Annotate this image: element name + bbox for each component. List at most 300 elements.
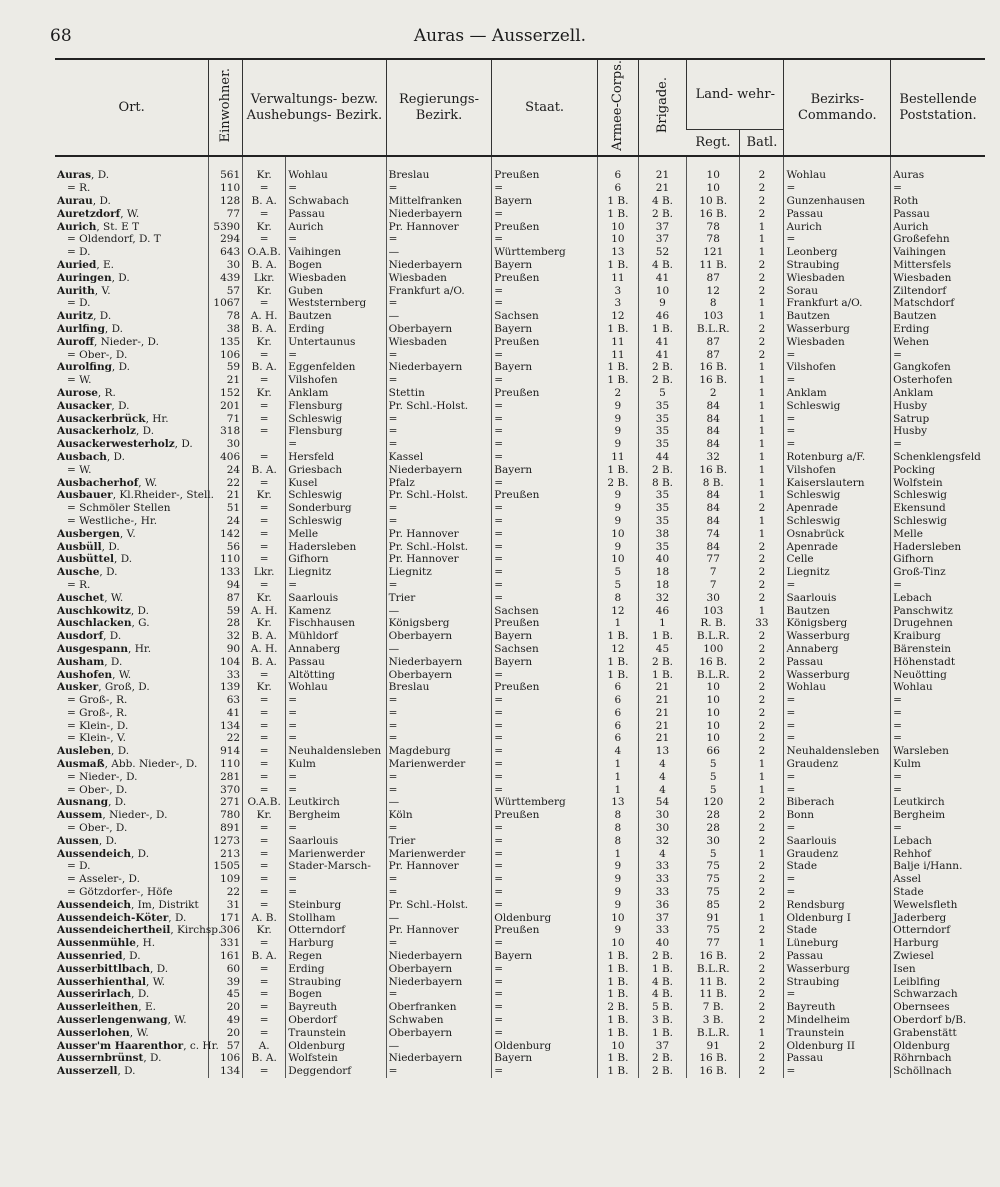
bezirks-cell: Vilshofen (784, 464, 891, 477)
kind-cell: = (243, 937, 286, 950)
bezirks-cell: = (784, 784, 891, 797)
staat-cell: Bayern (492, 361, 598, 374)
table-row (55, 745, 985, 758)
batl-cell: 2 (740, 745, 784, 758)
bezirks-cell: Rotenburg a/F. (784, 451, 891, 464)
brigade-cell: 38 (638, 528, 686, 541)
staat-cell: Preußen (492, 221, 598, 234)
bezirks-cell: Aurich (784, 221, 891, 234)
brigade-cell: 5 (638, 387, 686, 400)
bezirks-cell: Stade (784, 924, 891, 937)
verwaltung-cell: Leutkirch (286, 796, 386, 809)
staat-cell: = (492, 349, 598, 362)
post-cell: Husby (891, 425, 985, 438)
brigade-cell: 35 (638, 489, 686, 502)
brigade-cell: 3 B. (638, 1014, 686, 1027)
einwohner-cell: 152 (209, 387, 243, 400)
armee-cell: 9 (597, 413, 638, 426)
post-cell: = (891, 182, 985, 195)
einwohner-cell: 914 (209, 745, 243, 758)
batl-cell: 2 (740, 873, 784, 886)
regt-cell: 75 (687, 924, 740, 937)
bezirks-cell: Mindelheim (784, 1014, 891, 1027)
brigade-cell: 2 B. (638, 1065, 686, 1078)
bezirks-cell: Stade (784, 860, 891, 873)
place-name: = R. (67, 578, 91, 591)
staat-cell: = (492, 553, 598, 566)
armee-cell: 2 (597, 387, 638, 400)
regt-cell: 16 B. (687, 950, 740, 963)
regierung-cell: Niederbayern (386, 950, 492, 963)
table-row (55, 848, 985, 861)
brigade-cell: 4 B. (638, 988, 686, 1001)
regierung-cell: Frankfurt a/O. (386, 285, 492, 298)
einwohner-cell: 110 (209, 553, 243, 566)
regt-cell: 84 (687, 425, 740, 438)
batl-cell: 2 (740, 285, 784, 298)
regierung-cell: Trier (386, 835, 492, 848)
einwohner-cell: 142 (209, 528, 243, 541)
brigade-cell: 2 B. (638, 656, 686, 669)
place-name: Ausche, D. (57, 566, 118, 579)
table-row (55, 963, 985, 976)
regt-cell: 7 B. (687, 1001, 740, 1014)
regt-cell: 91 (687, 912, 740, 925)
table-row (55, 630, 985, 643)
regt-cell: 7 (687, 566, 740, 579)
batl-cell: 2 (740, 694, 784, 707)
batl-cell: 2 (740, 630, 784, 643)
einwohner-cell: 134 (209, 720, 243, 733)
einwohner-cell: 24 (209, 464, 243, 477)
verwaltung-cell: Liegnitz (286, 566, 386, 579)
batl-cell: 2 (740, 1040, 784, 1053)
table-row (55, 566, 985, 579)
post-cell: Wehen (891, 336, 985, 349)
table-row (55, 195, 985, 208)
post-cell: Wohlau (891, 681, 985, 694)
regierung-cell: Oberbayern (386, 1027, 492, 1040)
regt-cell: 75 (687, 873, 740, 886)
armee-cell: 9 (597, 886, 638, 899)
armee-cell: 11 (597, 272, 638, 285)
table-row (55, 1027, 985, 1040)
post-cell: = (891, 349, 985, 362)
kind-cell: = (243, 732, 286, 745)
kind-cell: = (243, 758, 286, 771)
verwaltung-cell: Schwabach (286, 195, 386, 208)
armee-cell: 1 B. (597, 361, 638, 374)
bezirks-cell: Bonn (784, 809, 891, 822)
staat-cell: Sachsen (492, 605, 598, 618)
kind-cell: = (243, 1001, 286, 1014)
regt-cell: 66 (687, 745, 740, 758)
post-cell: Höhenstadt (891, 656, 985, 669)
bezirks-cell: = (784, 822, 891, 835)
post-cell: Schwarzach (891, 988, 985, 1001)
bezirks-cell: Apenrade (784, 502, 891, 515)
kind-cell: Kr. (243, 336, 286, 349)
regt-cell: 28 (687, 822, 740, 835)
place-name: Auritz, D. (57, 310, 112, 323)
verwaltung-cell: Erding (286, 963, 386, 976)
post-cell: Schenklengsfeld (891, 451, 985, 464)
brigade-cell: 35 (638, 515, 686, 528)
regierung-cell: Pr. Schl.-Holst. (386, 489, 492, 502)
post-cell: Zwiesel (891, 950, 985, 963)
regt-cell: 5 (687, 758, 740, 771)
verwaltung-cell: Saarlouis (286, 835, 386, 848)
staat-cell: = (492, 771, 598, 784)
einwohner-cell: 128 (209, 195, 243, 208)
einwohner-cell: 780 (209, 809, 243, 822)
batl-cell: 2 (740, 272, 784, 285)
place-name: Aurlfing, D. (57, 322, 123, 335)
einwohner-cell: 21 (209, 374, 243, 387)
regierung-cell: Breslau (386, 681, 492, 694)
einwohner-cell: 104 (209, 656, 243, 669)
bezirks-cell: Saarlouis (784, 835, 891, 848)
header-armee: Armee-Corps. (597, 59, 638, 156)
regierung-cell: = (386, 720, 492, 733)
kind-cell: Kr. (243, 924, 286, 937)
table-row (55, 413, 985, 426)
brigade-cell: 4 (638, 758, 686, 771)
armee-cell: 1 B. (597, 669, 638, 682)
batl-cell: 1 (740, 413, 784, 426)
kind-cell: = (243, 784, 286, 797)
table-row (55, 886, 985, 899)
post-cell: Neuötting (891, 669, 985, 682)
place-name: = Klein-, V. (67, 732, 126, 745)
table-row (55, 502, 985, 515)
armee-cell: 10 (597, 553, 638, 566)
regierung-cell: = (386, 822, 492, 835)
table-row (55, 297, 985, 310)
armee-cell: 1 B. (597, 1027, 638, 1040)
place-name: = R. (67, 182, 91, 195)
bezirks-cell: Wasserburg (784, 323, 891, 336)
regierung-cell: — (386, 643, 492, 656)
einwohner-cell: 1273 (209, 835, 243, 848)
verwaltung-cell: Aurich (286, 221, 386, 234)
staat-cell: Bayern (492, 323, 598, 336)
einwohner-cell: 33 (209, 669, 243, 682)
kind-cell: B. A. (243, 1052, 286, 1065)
brigade-cell: 9 (638, 297, 686, 310)
armee-cell: 1 B. (597, 195, 638, 208)
batl-cell: 2 (740, 1014, 784, 1027)
post-cell: = (891, 784, 985, 797)
post-cell: Ziltendorf (891, 285, 985, 298)
brigade-cell: 5 B. (638, 1001, 686, 1014)
regierung-cell: = (386, 771, 492, 784)
batl-cell: 2 (740, 208, 784, 221)
regierung-cell: Breslau (386, 156, 492, 182)
kind-cell: Kr. (243, 617, 286, 630)
verwaltung-cell: Eggenfelden (286, 361, 386, 374)
bezirks-cell: Wiesbaden (784, 336, 891, 349)
table-body (55, 156, 985, 1078)
page-number: 68 (50, 26, 72, 46)
bezirks-cell: Frankfurt a/O. (784, 297, 891, 310)
running-head: Auras — Ausserzell. (413, 26, 587, 46)
kind-cell: = (243, 771, 286, 784)
armee-cell: 9 (597, 515, 638, 528)
armee-cell: 1 B. (597, 950, 638, 963)
post-cell: Schleswig (891, 489, 985, 502)
place-name: Aurich, St. E T (57, 220, 140, 233)
regierung-cell: = (386, 694, 492, 707)
staat-cell: Preußen (492, 489, 598, 502)
brigade-cell: 35 (638, 502, 686, 515)
post-cell: Schleswig (891, 515, 985, 528)
brigade-cell: 30 (638, 822, 686, 835)
brigade-cell: 1 B. (638, 669, 686, 682)
staat-cell: = (492, 784, 598, 797)
staat-cell: = (492, 285, 598, 298)
regt-cell: 77 (687, 937, 740, 950)
verwaltung-cell: Regen (286, 950, 386, 963)
verwaltung-cell: Wolfstein (286, 1052, 386, 1065)
kind-cell: B. A. (243, 323, 286, 336)
bezirks-cell: Bautzen (784, 310, 891, 323)
regt-cell: 10 (687, 681, 740, 694)
einwohner-cell: 1067 (209, 297, 243, 310)
regierung-cell: Niederbayern (386, 208, 492, 221)
bezirks-cell: Oldenburg I (784, 912, 891, 925)
regierung-cell: Marienwerder (386, 758, 492, 771)
batl-cell: 2 (740, 195, 784, 208)
table-row (55, 707, 985, 720)
staat-cell: = (492, 937, 598, 950)
place-name: Ausackerbrück, Hr. (57, 412, 169, 425)
kind-cell: = (243, 515, 286, 528)
verwaltung-cell: Griesbach (286, 464, 386, 477)
table-row (55, 835, 985, 848)
post-cell: Melle (891, 528, 985, 541)
einwohner-cell: 90 (209, 643, 243, 656)
staat-cell: = (492, 1001, 598, 1014)
kind-cell: = (243, 297, 286, 310)
kind-cell: = (243, 451, 286, 464)
staat-cell: = (492, 502, 598, 515)
post-cell: Aurich (891, 221, 985, 234)
post-cell: Roth (891, 195, 985, 208)
einwohner-cell: 213 (209, 848, 243, 861)
staat-cell: = (492, 758, 598, 771)
batl-cell: 2 (740, 669, 784, 682)
verwaltung-cell: Wohlau (286, 156, 386, 182)
einwohner-cell: 22 (209, 732, 243, 745)
brigade-cell: 21 (638, 732, 686, 745)
staat-cell: = (492, 528, 598, 541)
post-cell: Obernsees (891, 1001, 985, 1014)
einwohner-cell: 59 (209, 605, 243, 618)
staat-cell: Oldenburg (492, 912, 598, 925)
einwohner-cell: 32 (209, 630, 243, 643)
batl-cell: 2 (740, 323, 784, 336)
table-row (55, 464, 985, 477)
regierung-cell: Pr. Hannover (386, 528, 492, 541)
regierung-cell: = (386, 579, 492, 592)
kind-cell: = (243, 182, 286, 195)
regt-cell: 10 (687, 694, 740, 707)
verwaltung-cell: Vilshofen (286, 374, 386, 387)
batl-cell: 2 (740, 707, 784, 720)
armee-cell: 6 (597, 720, 638, 733)
staat-cell: = (492, 732, 598, 745)
bezirks-cell: Passau (784, 950, 891, 963)
batl-cell: 2 (740, 182, 784, 195)
table-row (55, 553, 985, 566)
bezirks-cell: = (784, 771, 891, 784)
kind-cell: B. A. (243, 361, 286, 374)
kind-cell: = (243, 988, 286, 1001)
table-row (55, 438, 985, 451)
bezirks-cell: = (784, 873, 891, 886)
batl-cell: 2 (740, 886, 784, 899)
kind-cell: Kr. (243, 681, 286, 694)
regt-cell: 75 (687, 886, 740, 899)
place-name: Ausserlohen, W. (57, 1026, 149, 1039)
regt-cell: 2 (687, 387, 740, 400)
kind-cell: = (243, 707, 286, 720)
regt-cell: B.L.R. (687, 963, 740, 976)
armee-cell: 9 (597, 860, 638, 873)
kind-cell: A. B. (243, 912, 286, 925)
regierung-cell: Mittelfranken (386, 195, 492, 208)
table-row (55, 221, 985, 234)
staat-cell: Oldenburg (492, 1040, 598, 1053)
verwaltung-cell: = (286, 732, 386, 745)
bezirks-cell: Wiesbaden (784, 272, 891, 285)
place-name: Ausker, Groß, D. (57, 681, 150, 694)
staat-cell: Preußen (492, 272, 598, 285)
verwaltung-cell: Straubing (286, 976, 386, 989)
einwohner-cell: 318 (209, 425, 243, 438)
table-row (55, 336, 985, 349)
post-cell: Assel (891, 873, 985, 886)
header-batl: Batl. (740, 129, 784, 156)
regierung-cell: Pr. Schl.-Holst. (386, 899, 492, 912)
kind-cell: = (243, 400, 286, 413)
einwohner-cell: 39 (209, 976, 243, 989)
regt-cell: 10 (687, 707, 740, 720)
bezirks-cell: Wasserburg (784, 963, 891, 976)
regt-cell: 78 (687, 233, 740, 246)
einwohner-cell: 22 (209, 477, 243, 490)
batl-cell: 2 (740, 553, 784, 566)
staat-cell: = (492, 297, 598, 310)
regierung-cell: — (386, 1040, 492, 1053)
place-name: Ausackerwesterholz, D. (57, 438, 193, 451)
table-header (55, 59, 985, 156)
header-staat: Staat. (492, 59, 598, 156)
post-cell: Großefehn (891, 233, 985, 246)
kind-cell: = (243, 899, 286, 912)
armee-cell: 10 (597, 912, 638, 925)
brigade-cell: 1 B. (638, 323, 686, 336)
kind-cell: = (243, 528, 286, 541)
regt-cell: 84 (687, 489, 740, 502)
kind-cell: = (243, 745, 286, 758)
armee-cell: 9 (597, 489, 638, 502)
brigade-cell: 37 (638, 221, 686, 234)
place-name: Aussenried, D. (57, 950, 141, 963)
staat-cell: Bayern (492, 195, 598, 208)
brigade-cell: 4 (638, 784, 686, 797)
bezirks-cell: = (784, 438, 891, 451)
brigade-cell: 4 (638, 771, 686, 784)
post-cell: Auras (891, 156, 985, 182)
einwohner-cell: 370 (209, 784, 243, 797)
armee-cell: 10 (597, 937, 638, 950)
staat-cell: = (492, 477, 598, 490)
verwaltung-cell: Kusel (286, 477, 386, 490)
bezirks-cell: = (784, 579, 891, 592)
staat-cell: = (492, 592, 598, 605)
kind-cell: = (243, 860, 286, 873)
einwohner-cell: 439 (209, 272, 243, 285)
brigade-cell: 46 (638, 605, 686, 618)
table-row (55, 208, 985, 221)
kind-cell (243, 438, 286, 451)
bezirks-cell: Passau (784, 656, 891, 669)
verwaltung-cell: Erding (286, 323, 386, 336)
armee-cell: 6 (597, 707, 638, 720)
staat-cell: = (492, 886, 598, 899)
regt-cell: 10 (687, 720, 740, 733)
regierung-cell: — (386, 310, 492, 323)
armee-cell: 13 (597, 246, 638, 259)
armee-cell: 9 (597, 541, 638, 554)
regt-cell: R. B. (687, 617, 740, 630)
armee-cell: 1 B. (597, 1014, 638, 1027)
table-row (55, 937, 985, 950)
staat-cell: Sachsen (492, 643, 598, 656)
staat-cell: = (492, 848, 598, 861)
regierung-cell: = (386, 937, 492, 950)
kind-cell: B. A. (243, 656, 286, 669)
place-name: = Götzdorfer-, Höfe (67, 886, 173, 899)
einwohner-cell: 134 (209, 1065, 243, 1078)
regt-cell: 77 (687, 553, 740, 566)
brigade-cell: 2 B. (638, 374, 686, 387)
armee-cell: 12 (597, 643, 638, 656)
staat-cell: = (492, 515, 598, 528)
table-row (55, 771, 985, 784)
table-row (55, 988, 985, 1001)
verwaltung-cell: Bogen (286, 259, 386, 272)
verwaltung-cell: Weststernberg (286, 297, 386, 310)
place-name: Auschkowitz, D. (57, 604, 149, 617)
regt-cell: 8 B. (687, 477, 740, 490)
armee-cell: 6 (597, 156, 638, 182)
place-name: Aussendeich, D. (57, 847, 150, 860)
regt-cell: 10 B. (687, 195, 740, 208)
verwaltung-cell: Hadersleben (286, 541, 386, 554)
place-name: = Oldendorf, D. T (67, 233, 161, 246)
verwaltung-cell: Oldenburg (286, 1040, 386, 1053)
armee-cell: 1 B. (597, 1052, 638, 1065)
regt-cell: 84 (687, 515, 740, 528)
armee-cell: 9 (597, 873, 638, 886)
table-row (55, 669, 985, 682)
verwaltung-cell: Bautzen (286, 310, 386, 323)
armee-cell: 12 (597, 310, 638, 323)
brigade-cell: 1 B. (638, 963, 686, 976)
